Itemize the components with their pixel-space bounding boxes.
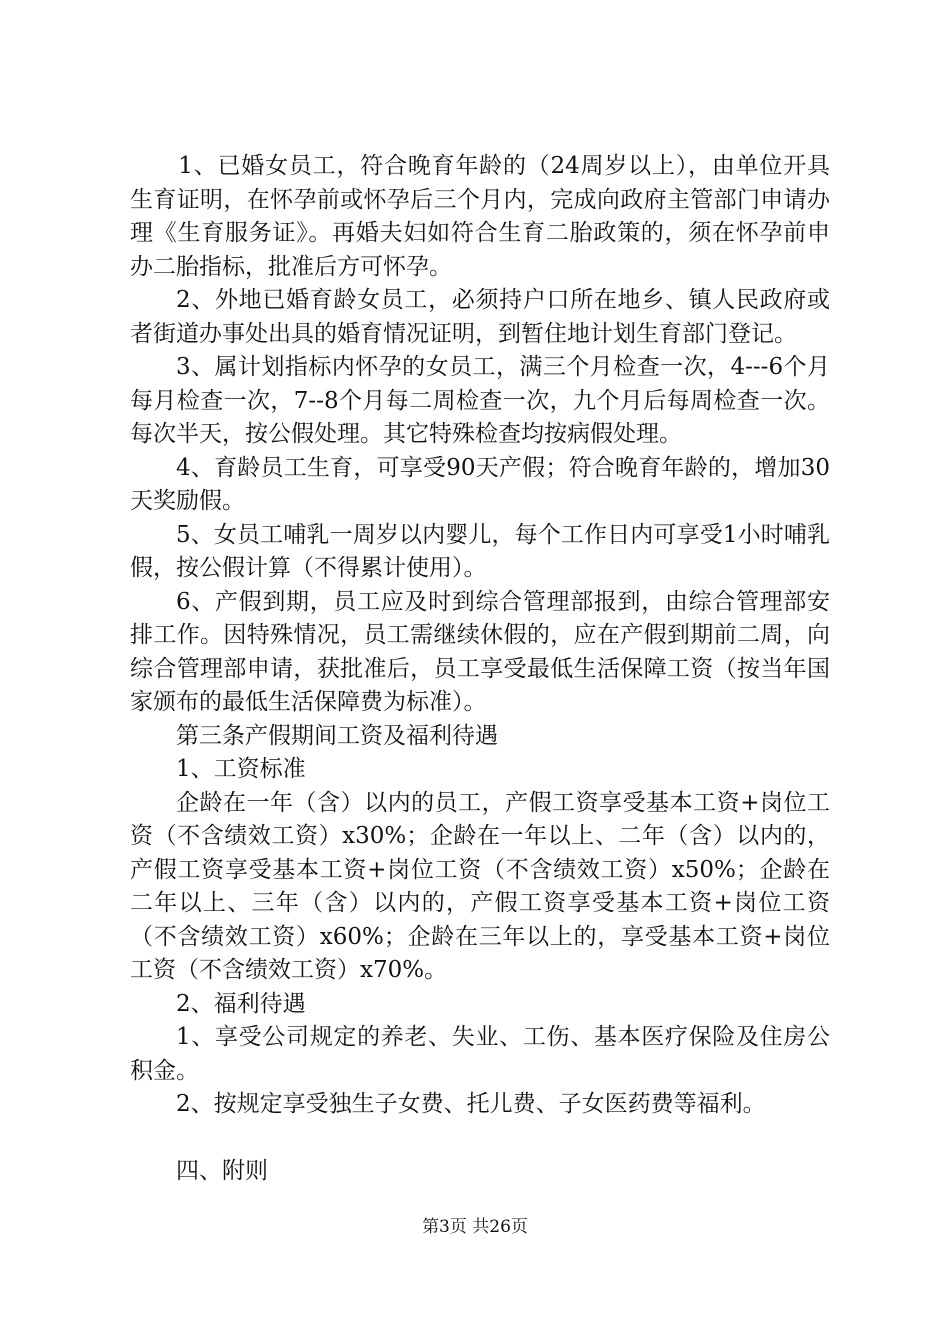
paragraph-wage-detail: 企龄在一年（含）以内的员工，产假工资享受基本工资+岗位工资（不含绩效工资）x30%；企龄在一年以上、二年（含）以内的，产假工资享受基本工资+岗位工资（不含绩效工资）x50%；企龄在二年以上、三年（含）以内的，产假工资享受基本工资+岗位工资（不含绩效工资）x60%；企龄在三年以上的，享受基本工资+岗位工资（不含绩效工资）x70%。: [130, 789, 830, 983]
document-body: [130, 150, 830, 1188]
subheading-wage-standard: 1、工资标准: [176, 756, 306, 782]
paragraph-1: 1、已婚女员工，符合晚育年龄的（24周岁以上），由单位开具生育证明，在怀孕前或怀孕后三个月内，完成向政府主管部门申请办理《生育服务证》。再婚夫妇如符合生育二胎政策的，须在怀孕前申办二胎指标，批准后方可怀孕。: [130, 153, 830, 280]
page-number-footer: 第3页 共26页: [422, 1217, 528, 1237]
subheading-benefits: 2、福利待遇: [176, 990, 306, 1017]
article-heading: 第三条产假期间工资及福利待遇: [176, 722, 498, 749]
section-spacer: [130, 1122, 830, 1155]
section-heading: 四、附则: [176, 1157, 268, 1184]
paragraph-3: 3、属计划指标内怀孕的女员工，满三个月检查一次，4---6个月每月检查一次，7--8个月每二周检查一次，九个月后每周检查一次。每次半天，按公假处理。其它特殊检查均按病假处理。: [130, 354, 830, 447]
paragraph-6: 6、产假到期，员工应及时到综合管理部报到，由综合管理部安排工作。因特殊情况，员工需继续休假的，应在产假到期前二周，向综合管理部申请，获批准后，员工享受最低生活保障工资（按当年国家颁布的最低生活保障费为标准）。: [130, 588, 830, 715]
paragraph-5: 5、女员工哺乳一周岁以内婴儿，每个工作日内可享受1小时哺乳假，按公假计算（不得累计使用）。: [130, 521, 830, 581]
paragraph-benefit-1: 1、享受公司规定的养老、失业、工伤、基本医疗保险及住房公积金。: [130, 1024, 830, 1084]
paragraph-benefit-2: 2、按规定享受独生子女费、托儿费、子女医药费等福利。: [176, 1091, 766, 1117]
paragraph-4: 4、育龄员工生育，可享受90天产假；符合晚育年龄的，增加30天奖励假。: [130, 454, 830, 514]
paragraph-2: 2、外地已婚育龄女员工，必须持户口所在地乡、镇人民政府或者街道办事处出具的婚育情况证明，到暂住地计划生育部门登记。: [130, 287, 830, 347]
